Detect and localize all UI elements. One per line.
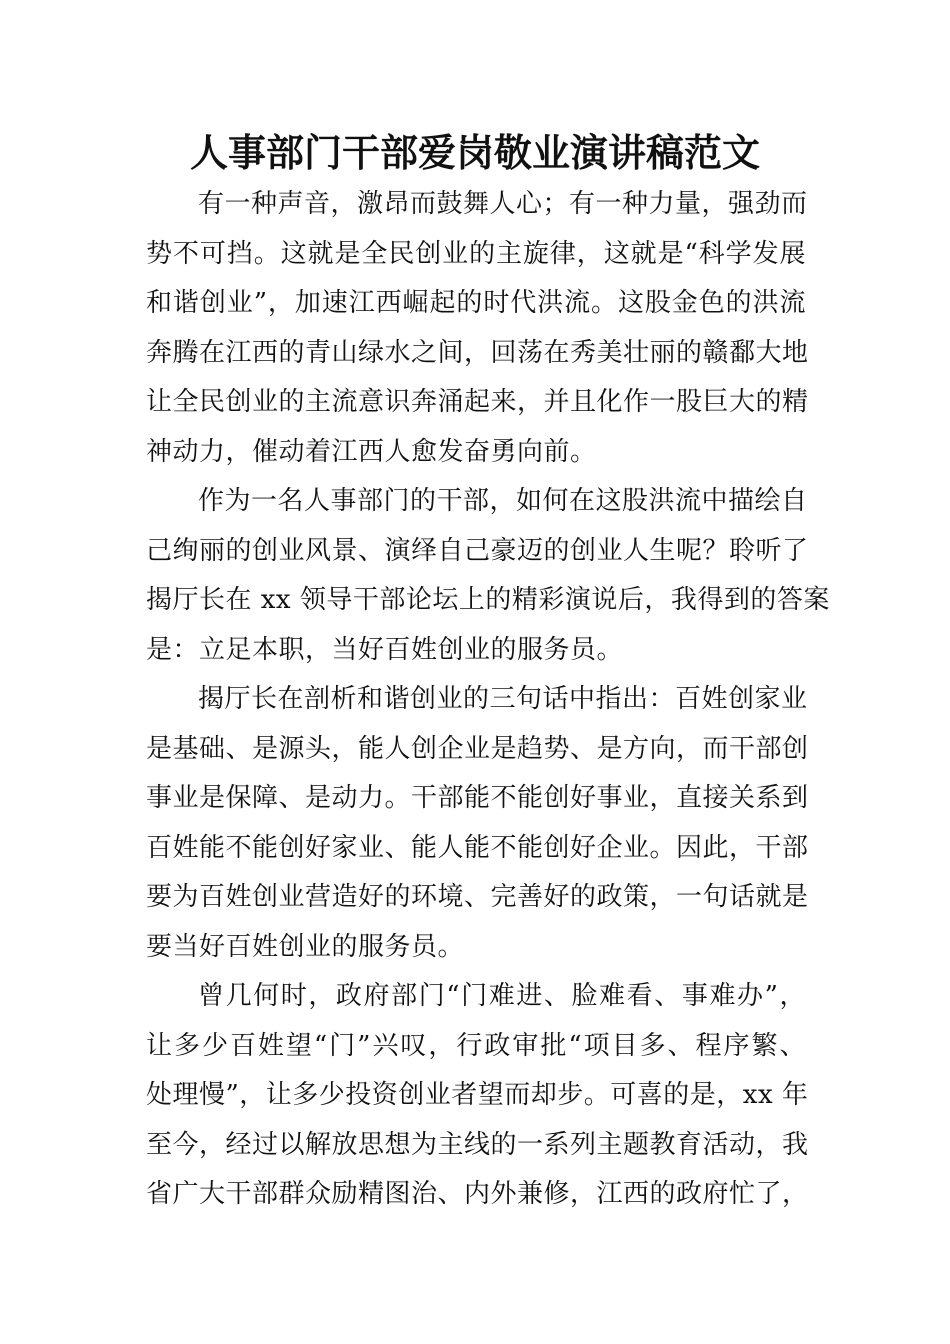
paragraph-1-line-6: 神动力，催动着江西人愈发奋勇向前。 bbox=[146, 436, 597, 467]
paragraph-4-line-4: 至今，经过以解放思想为主线的一系列主题教育活动，我 bbox=[146, 1129, 809, 1160]
paragraph-3-line-1: 揭厅长在剖析和谐创业的三句话中指出：百姓创家业 bbox=[198, 684, 808, 714]
paragraph-3-line-4: 百姓能不能创好家业、能人能不能创好企业。因此，干部 bbox=[146, 832, 809, 863]
paragraph-3-line-3: 事业是保障、是动力。干部能不能创好事业，直接关系到 bbox=[146, 783, 809, 813]
paragraph-1-line-4: 奔腾在江西的青山绿水之间，回荡在秀美壮丽的赣鄱大地 bbox=[146, 337, 809, 368]
paragraph-3-line-5: 要为百姓创业营造好的环境、完善好的政策，一句话就是 bbox=[146, 882, 809, 912]
paragraph-1-line-3: 和谐创业”，加速江西崛起的时代洪流。这股金色的洪流 bbox=[146, 288, 806, 318]
paragraph-4-line-3: 处理慢”，让多少投资创业者望而却步。可喜的是，xx 年 bbox=[146, 1080, 809, 1110]
paragraph-2-line-1: 作为一名人事部门的干部，如何在这股洪流中描绘自 bbox=[198, 486, 808, 516]
paragraph-3-line-2: 是基础、是源头，能人创企业是趋势、是方向，而干部创 bbox=[146, 733, 809, 764]
paragraph-2-line-4: 是：立足本职，当好百姓创业的服务员。 bbox=[146, 634, 624, 665]
paragraph-1-line-5: 让全民创业的主流意识奔涌起来，并且化作一股巨大的精 bbox=[146, 387, 809, 417]
paragraph-4-line-5: 省广大干部群众励精图治、内外兼修，江西的政府忙了， bbox=[146, 1179, 809, 1209]
paragraph-1-line-1: 有一种声音，激昂而鼓舞人心；有一种力量，强劲而 bbox=[198, 189, 808, 219]
paragraph-3-line-6: 要当好百姓创业的服务员。 bbox=[146, 931, 465, 962]
document-body bbox=[146, 180, 830, 1220]
document-title: 人事部门干部爱岗敬业演讲稿范文 bbox=[189, 130, 760, 175]
paragraph-1-line-2: 势不可挡。这就是全民创业的主旋律，这就是“科学发展 bbox=[146, 238, 806, 269]
paragraph-4-line-1: 曾几何时，政府部门“门难进、脸难看、事难办”， bbox=[198, 981, 806, 1011]
paragraph-2-line-3: 揭厅长在 xx 领导干部论坛上的精彩演说后，我得到的答案 bbox=[146, 585, 830, 615]
paragraph-4-line-2: 让多少百姓望“门”兴叹，行政审批“项目多、程序繁、 bbox=[146, 1030, 806, 1061]
paragraph-2-line-2: 己绚丽的创业风景、演绎自己豪迈的创业人生呢？聆听了 bbox=[146, 535, 809, 566]
